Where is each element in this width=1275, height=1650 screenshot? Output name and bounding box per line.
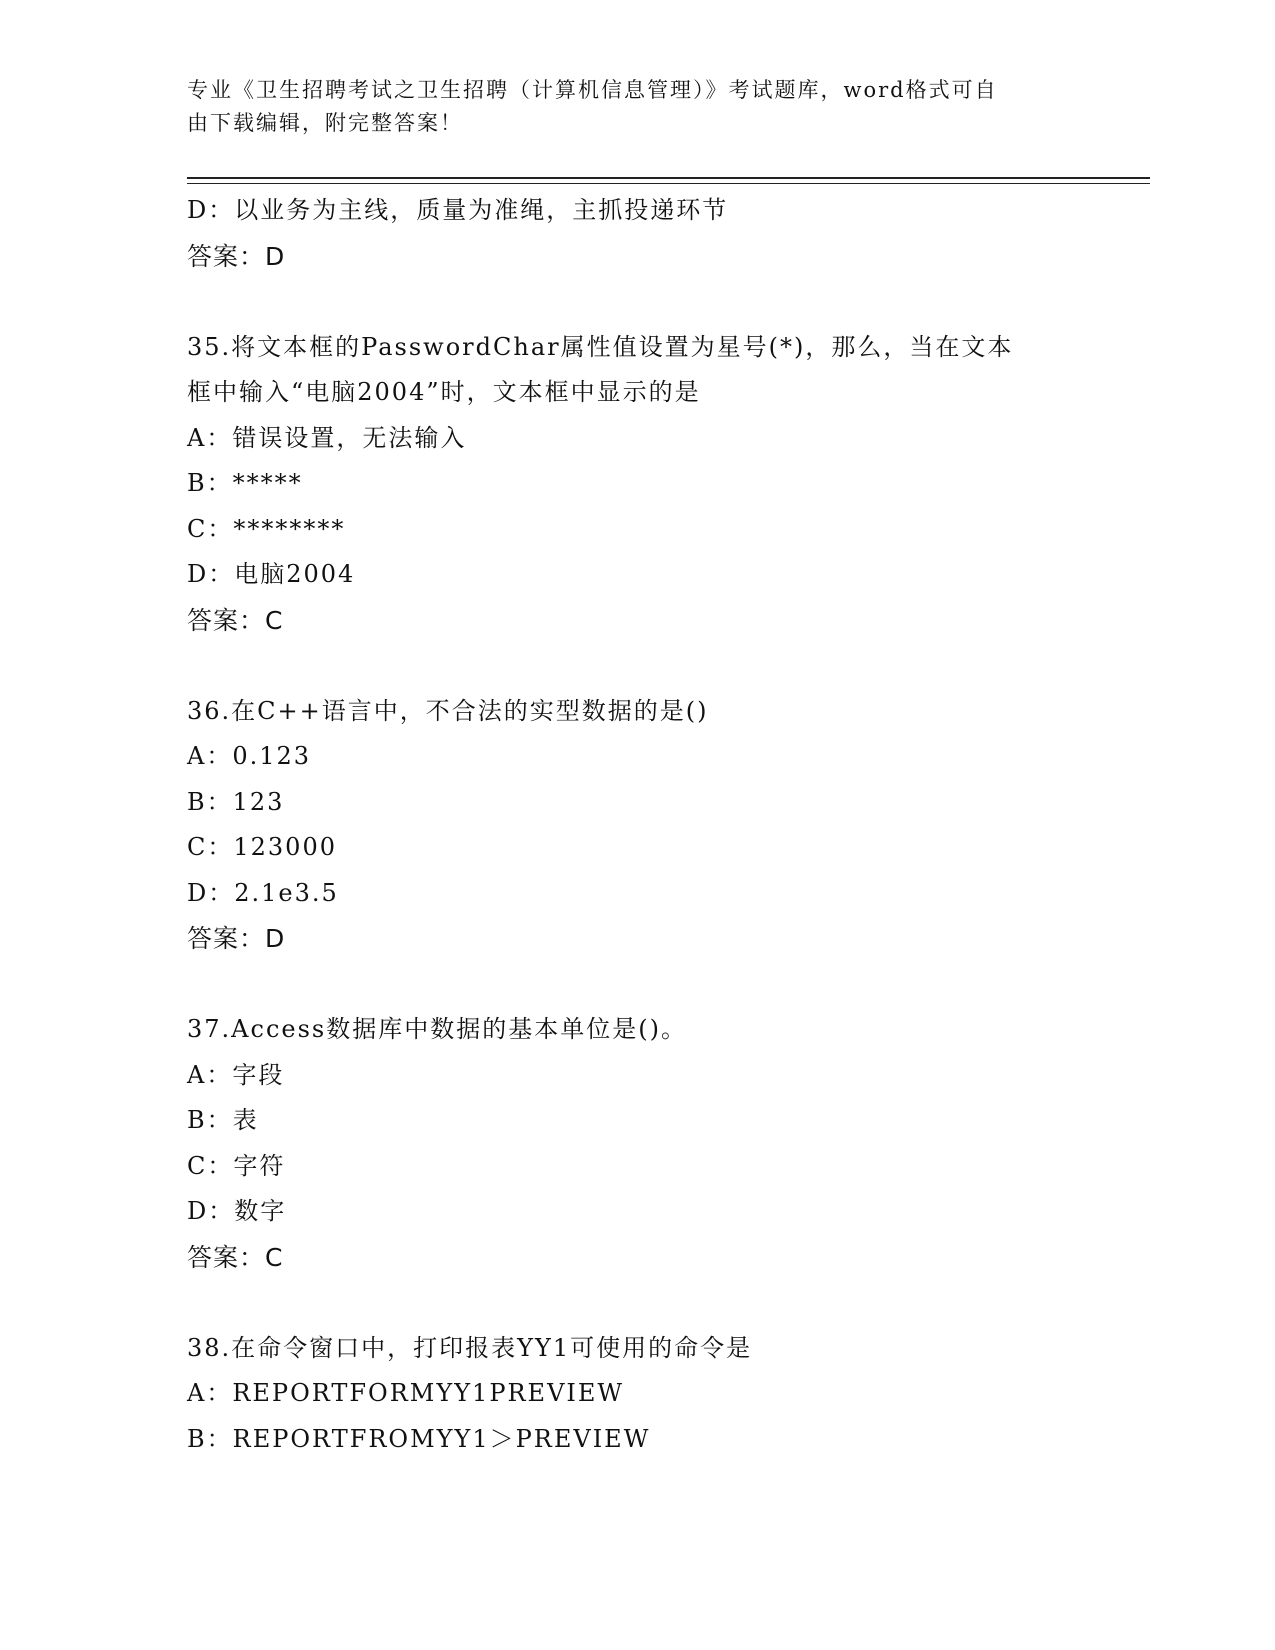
option-c: C：******** (187, 514, 346, 543)
question-stem: 36.在C++语言中，不合法的实型数据的是() (187, 696, 709, 725)
question-stem: 38.在命令窗口中，打印报表YY1可使用的命令是 (187, 1333, 753, 1362)
option-b: B：***** (187, 469, 303, 497)
question-37 (187, 1007, 1087, 1280)
header-line-1: 专业《卫生招聘考试之卫生招聘（计算机信息管理）》考试题库，word格式可自 (187, 78, 998, 102)
option-a: A：0.123 (187, 742, 312, 770)
question-list (187, 188, 1087, 1462)
option-c: C：字符 (187, 1151, 286, 1180)
question-34 (187, 188, 1087, 279)
option-a: A：REPORTFORMYY1PREVIEW (187, 1379, 625, 1407)
header-divider-thick (187, 177, 1150, 179)
document-header (187, 74, 1067, 140)
option-d: D：以业务为主线，质量为准绳，主抓投递环节 (187, 196, 729, 224)
header-line-2: 由下载编辑，附完整答案！ (187, 111, 463, 135)
question-stem-continued: 框中输入“电脑2004”时，文本框中显示的是 (187, 378, 701, 406)
option-b: B：123 (187, 787, 285, 816)
question-stem: 35.将文本框的PasswordChar属性值设置为星号(*)，那么，当在文本 (187, 332, 1014, 361)
option-c: C：123000 (187, 833, 337, 861)
answer-line: 答案：D (187, 241, 286, 271)
spacer (187, 279, 1087, 325)
question-stem: 37.Access数据库中数据的基本单位是()。 (187, 1015, 687, 1043)
option-b: B：表 (187, 1106, 259, 1134)
option-a: A：字段 (187, 1060, 285, 1089)
question-38 (187, 1326, 1087, 1463)
option-b: B：REPORTFROMYY1＞PREVIEW (187, 1424, 651, 1453)
header-divider-thin (187, 183, 1150, 184)
option-d: D：数字 (187, 1197, 287, 1225)
answer-line: 答案：C (187, 1242, 284, 1272)
question-36 (187, 689, 1087, 962)
answer-line: 答案：D (187, 924, 286, 953)
option-a: A：错误设置，无法输入 (187, 423, 467, 452)
option-d: D：电脑2004 (187, 560, 356, 588)
question-35 (187, 325, 1087, 644)
spacer (187, 962, 1087, 1008)
spacer (187, 1280, 1087, 1326)
spacer (187, 643, 1087, 689)
option-d: D：2.1e3.5 (187, 878, 339, 907)
answer-line: 答案：C (187, 605, 284, 635)
